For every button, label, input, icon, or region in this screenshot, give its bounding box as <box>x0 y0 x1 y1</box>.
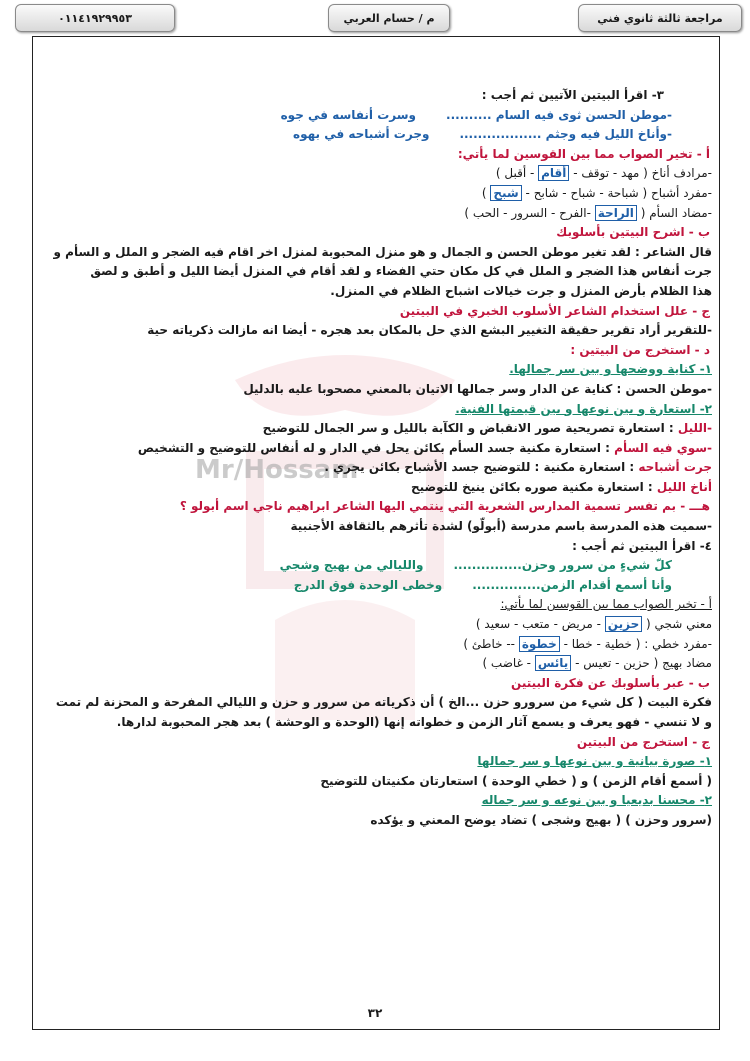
header-tab-review: مراجعة ثالثة ثانوي فني <box>578 4 742 32</box>
item-text: - مريض - متعب - سعيد ) <box>475 617 601 632</box>
q3-d1-title <box>40 360 712 380</box>
q3-b-line-3: هذا الظلام بأرض المنزل و جرت خيالات اشباح الظلام في المنزل. <box>330 283 712 298</box>
q3-d1-answer: -موطن الحسن : كناية عن الدار وسر جمالها الاتيان بالمعني مصحوبا عليه بالدليل <box>243 381 712 396</box>
item-text: -مرادف أناخ ( مهد - توقف - <box>573 166 712 181</box>
verse-hemistich: -موطن الحسن ثوى فيه السام .......... <box>446 107 672 122</box>
q3-c-title <box>40 302 712 322</box>
q4-c-title <box>40 733 712 753</box>
item-text: - غاضب ) <box>482 656 531 671</box>
q4-a-item-1 <box>40 615 712 635</box>
item-text: مضاد بهيج ( حزين - تعيس - <box>575 656 712 671</box>
answer-key: جرت أشباحه <box>638 460 712 475</box>
watermark-text: Mr/Hossam <box>195 455 359 485</box>
q4-b-title <box>40 674 712 694</box>
verse-hemistich: وأنا أسمع أقدام الزمن............... <box>472 577 672 592</box>
item-text: -الفرح - السرور - الحب ) <box>464 205 591 220</box>
answer-box: الراحة <box>595 205 637 221</box>
verse-hemistich: وجرت أشباحه في بهوه <box>292 127 430 142</box>
answer-text: : استعارة مكنية : للتوضيح جسد الأشباح بكائن يجري . <box>324 460 635 475</box>
q3-a-title <box>40 145 712 165</box>
item-text: ) <box>481 185 487 200</box>
q3-d2-answer-4 <box>40 478 712 498</box>
subsection-heading: ١- كناية ووضحها و بين سر جمالها. <box>509 362 712 377</box>
answer-key: أناخ الليل <box>656 479 712 494</box>
section-heading: ج - استخرج من البيتين <box>575 733 712 753</box>
q4-title: ٤- اقرأ البيتين ثم أجب : <box>572 538 712 553</box>
item-text: معني شجي ( <box>646 617 712 632</box>
section-heading: ب - عبر بأسلوبك عن فكرة البيتين <box>509 674 712 694</box>
answer-box: يائس <box>535 655 571 671</box>
q4-c1-title <box>40 752 712 772</box>
page-number: ٣٢ <box>367 1006 383 1020</box>
answer-box: شبح <box>490 185 521 201</box>
q3-a-item-3 <box>40 204 712 224</box>
q4-c1-answer: ( أسمع أقام الزمن ) و ( خطي الوحدة ) استعارتان مكنيتان للتوضيح <box>320 773 712 788</box>
section-heading: ج - علل استخدام الشاعر الأسلوب الخبري في البيتين <box>398 302 712 322</box>
q3-d2-title <box>40 400 712 420</box>
section-heading: ب - اشرح البيتين بأسلوبك <box>554 223 712 243</box>
q3-e-title <box>40 497 712 517</box>
subsection-heading: ٢- استعارة و بين نوعها و بين قيمتها الفنية. <box>455 401 712 416</box>
section-heading: أ - تخير الصواب مما بين القوسين لما يأتي: <box>500 597 712 612</box>
verse-hemistich: والليالي من بهيج وشجي <box>279 558 424 573</box>
q3-a-item-1 <box>40 164 712 184</box>
answer-key: -الليل <box>677 421 712 436</box>
answer-box: أقام <box>538 165 569 181</box>
answer-text: : استعارة مكنية صوره بكائن ينيخ للتوضيح <box>410 479 653 494</box>
verse-hemistich: وسرت أنفاسه في جوه <box>280 107 417 122</box>
answer-text: : استعارة مكنية جسد السأم بكائن يحل في الدار و له أنفاس للتوضيح و التشخيص <box>137 440 610 455</box>
q3-b-title <box>40 223 712 243</box>
q4-verse-1 <box>40 556 712 576</box>
section-heading: هـــ - بم تفسر تسمية المدارس الشعرية التي ينتمي اليها الشاعر ابراهيم ناجي اسم أبولو ؟ <box>178 497 712 517</box>
q3-d2-answer-2 <box>40 439 712 459</box>
q3-d2-answer-1 <box>40 419 712 439</box>
answer-key: -سوي فيه السأم <box>614 440 712 455</box>
answer-text: : استعارة تصريحية صور الانقباض و الكآبة بالليل و سر الجمال للتوضيح <box>262 421 674 436</box>
q4-c2-title <box>40 791 712 811</box>
q4-b-line-2: و لا تنسي - فهو يعرف و يسمع آثار الزمن و خطواته إنها (الوحدة و الوحشة ) بعد هجر المحبوبة لدارها. <box>116 715 712 729</box>
q3-d2-answer-3 <box>40 458 712 478</box>
verse-hemistich: كلّ شيءٍ من سرور وحزن............... <box>453 558 672 573</box>
q3-verse-1 <box>40 106 712 126</box>
q4-b-line-1: فكرة البيت ( كل شيء من سرورو حزن ...الخ ) أن ذكرياته من سرور و حزن و الليالي المفرحة و المحزنة لم تمت <box>55 695 712 710</box>
header-tab-phone: ٠١١٤١٩٢٩٩٥٣ <box>15 4 175 32</box>
q3-title: ٣- اقرأ البيتين الآتيين ثم أجب : <box>481 88 664 102</box>
q4-a-item-2 <box>40 635 712 655</box>
section-heading: أ - تخير الصواب مما بين القوسين لما يأتي: <box>456 145 712 165</box>
q4-verse-2 <box>40 576 712 596</box>
item-text: -مضاد السأم ( <box>640 205 712 220</box>
q4-a-title <box>40 595 712 615</box>
q3-b-line-1: قال الشاعر : لقد تغير موطن الحسن و الجمال و هو منزل المحبوبة لمنزل اخر اقام فيه الضجر و الملل و السأم و <box>53 244 712 259</box>
q3-verse-2 <box>40 125 712 145</box>
item-text: -مفرد أشباح ( شباحة - شباح - شابح - <box>525 185 712 200</box>
verse-hemistich: وخطى الوحدة فوق الدرج <box>293 577 443 592</box>
document-body <box>40 86 712 831</box>
item-text: -مفرد خطي : ( خطية - خطا - <box>563 636 712 651</box>
q3-d-title <box>40 341 712 361</box>
q4-c2-answer: (سرور وحزن ) ( بهيج وشجى ) تضاد يوضح المعني و يؤكده <box>370 812 712 827</box>
q3-b-line-2: جرت أنفاس هذا الضجر و الملل في كل مكان حتي الفضاء و لقد أقام في المنزل أيضا الليل و أطبق و لصق <box>90 264 712 279</box>
header-tab-teacher: م / حسام العربي <box>328 4 450 32</box>
q3-c-answer: -للتقرير أراد تقرير حقيقة التغيير البشع الذي حل بالمكان بعد هجره - أيضا انه مازالت ذكرياته حية <box>147 323 712 338</box>
verse-hemistich: -وأناخ الليل فيه وجثم .................. <box>459 127 672 142</box>
q3-a-item-2 <box>40 184 712 204</box>
item-text: - أقبل ) <box>495 166 535 181</box>
answer-box: حزين <box>605 616 642 632</box>
section-heading: د - استخرج من البيتين : <box>568 341 712 361</box>
answer-box: خطوة <box>519 636 560 652</box>
subsection-heading: ٢- محسنا بديعيا و بين نوعه و سر جماله <box>481 793 712 808</box>
q3-e-answer: -سميت هذه المدرسة باسم مدرسة (أبولّو) لشدة تأثرهم بالثقافة الأجنبية <box>290 519 712 534</box>
subsection-heading: ١- صورة بيانية و بين نوعها و سر جمالها <box>477 754 712 769</box>
item-text: -- خاطئ ) <box>463 636 515 651</box>
q4-a-item-3 <box>40 654 712 674</box>
